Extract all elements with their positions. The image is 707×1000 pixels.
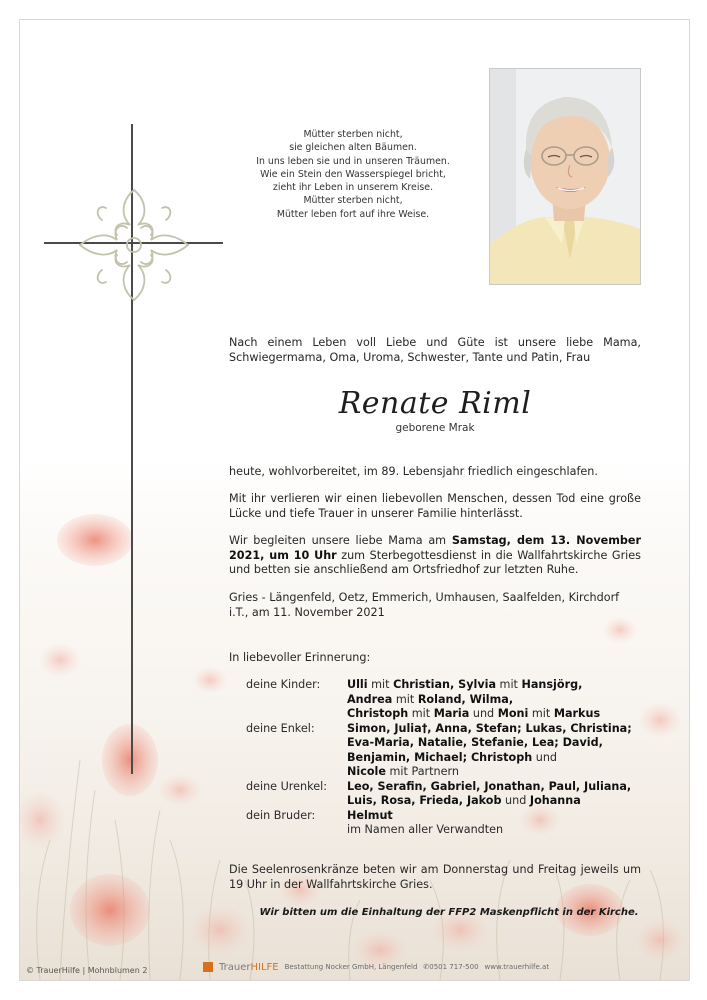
family-name: Benjamin, Michael; Christoph <box>347 751 533 764</box>
footer-company: Bestattung Nocker GmbH, Längenfeld <box>284 963 418 971</box>
funeral-text-b: zum Sterbegottesdienst in die Wallfahrtskirche Gries und betten sie anschließend am Ortsfriedhof zur letzten Ruhe. <box>229 548 641 577</box>
family-connector: und <box>469 707 498 720</box>
funeral-text-a: Wir begleiten unsere liebe Mama am <box>229 534 452 547</box>
family-line <box>347 736 603 751</box>
family-name: Christian, Sylvia <box>393 678 496 691</box>
rosary-text: Die Seelenrosenkränze beten wir am Donnerstag und Freitag jeweils um 19 Uhr in der Wallfahrtskirche Gries. <box>229 863 641 891</box>
memorial-poem <box>248 128 458 221</box>
family-connector: mit <box>367 678 394 691</box>
family-line <box>347 707 600 722</box>
place-date: Gries - Längenfeld, Oetz, Emmerich, Umhausen, Saalfelden, Kirchdorf i.T., am 11. November 2021 <box>229 591 620 619</box>
family-name: Hansjörg, <box>521 678 583 691</box>
family-connector: mit Partnern <box>385 765 460 778</box>
trauerhilfe-logo-icon <box>203 962 213 972</box>
poem-line: Mütter leben fort auf ihre Weise. <box>276 208 430 220</box>
poem-line: zieht ihr Leben in unserem Kreise. <box>272 182 434 194</box>
family-name: Christoph <box>347 707 409 720</box>
poem-line: Mütter sterben nicht, <box>303 129 403 140</box>
family-name: Helmut <box>347 809 393 822</box>
family-connector: mit <box>528 707 554 720</box>
family-line <box>347 765 459 780</box>
logo-part2: HILFE <box>250 961 279 973</box>
footer-web[interactable]: www.trauerhilfe.at <box>484 963 550 971</box>
logo-part1: Trauer <box>219 961 251 973</box>
obituary-card <box>19 19 690 981</box>
family-connector: mit <box>392 693 418 706</box>
family-line <box>347 693 513 708</box>
deceased-name: Renate Riml <box>338 386 532 421</box>
poem-line: Wie ein Stein den Wasserspiegel bricht, <box>260 168 446 180</box>
mask-note: Wir bitten um die Einhaltung der FFP2 Maskenpflicht in der Kirche. <box>259 907 639 918</box>
family-connector: mit <box>496 678 522 691</box>
family-line <box>347 780 631 795</box>
family-name: Leo, Serafin, Gabriel, Jonathan, Paul, Juliana, <box>347 780 632 793</box>
family-name: Roland, Wilma, <box>417 693 514 706</box>
footer-bar <box>203 959 549 975</box>
family-name: Nicole <box>347 765 386 778</box>
loss-text: Mit ihr verlieren wir einen liebevollen Menschen, dessen Tod eine große Lücke und tiefe Trauer in unserer Familie hinterlässt. <box>229 492 641 520</box>
logo-wordmark <box>219 962 279 973</box>
family-line <box>347 809 393 824</box>
poem-line: In uns leben sie und in unseren Träumen. <box>256 155 450 167</box>
family-line <box>347 678 582 693</box>
label-brother: dein Bruder: <box>246 809 316 822</box>
family-line <box>347 794 581 809</box>
family-line <box>347 823 503 838</box>
family-connector: im Namen aller Verwandten <box>347 823 504 836</box>
family-name: Eva-Maria, Natalie, Stefanie, Lea; David, <box>347 736 603 749</box>
label-great-grandchildren: deine Urenkel: <box>246 780 327 793</box>
family-name: Maria <box>433 707 470 720</box>
label-grandchildren: deine Enkel: <box>246 722 315 735</box>
label-children: deine Kinder: <box>246 678 321 691</box>
footer-phone: ✆0501 717-500 <box>423 963 479 971</box>
death-text: heute, wohlvorbereitet, im 89. Lebensjahr friedlich eingeschlafen. <box>229 465 598 478</box>
memory-heading: In liebevoller Erinnerung: <box>229 651 371 664</box>
image-credit: © TrauerHilfe | Mohnblumen 2 <box>26 966 148 975</box>
family-name: Luis, Rosa, Frieda, Jakob <box>347 794 502 807</box>
funeral-text <box>229 534 641 578</box>
family-name: Simon, Julia†, Anna, Stefan; Lukas, Christina; <box>347 722 632 735</box>
funeral-date: Samstag, dem 13. November 2021, um 10 Uhr <box>229 534 641 562</box>
family-line <box>347 751 557 766</box>
poem-line: Mütter sterben nicht, <box>303 195 403 207</box>
family-name: Andrea <box>347 693 393 706</box>
family-name: Markus <box>553 707 601 720</box>
floral-ornament-icon <box>72 180 196 310</box>
family-connector: mit <box>408 707 434 720</box>
family-connector: und <box>501 794 530 807</box>
birth-name: geborene Mrak <box>395 422 475 434</box>
family-connector: und <box>532 751 558 764</box>
family-line <box>347 722 632 737</box>
intro-text: Nach einem Leben voll Liebe und Güte ist unsere liebe Mama, Schwiegermama, Oma, Uroma, Schwester, Tante und Patin, Frau <box>229 336 641 364</box>
family-name: Moni <box>497 707 529 720</box>
portrait-photo <box>489 68 641 285</box>
family-name: Johanna <box>529 794 581 807</box>
family-name: Ulli <box>347 678 368 691</box>
poem-line: sie gleichen alten Bäumen. <box>289 142 417 154</box>
